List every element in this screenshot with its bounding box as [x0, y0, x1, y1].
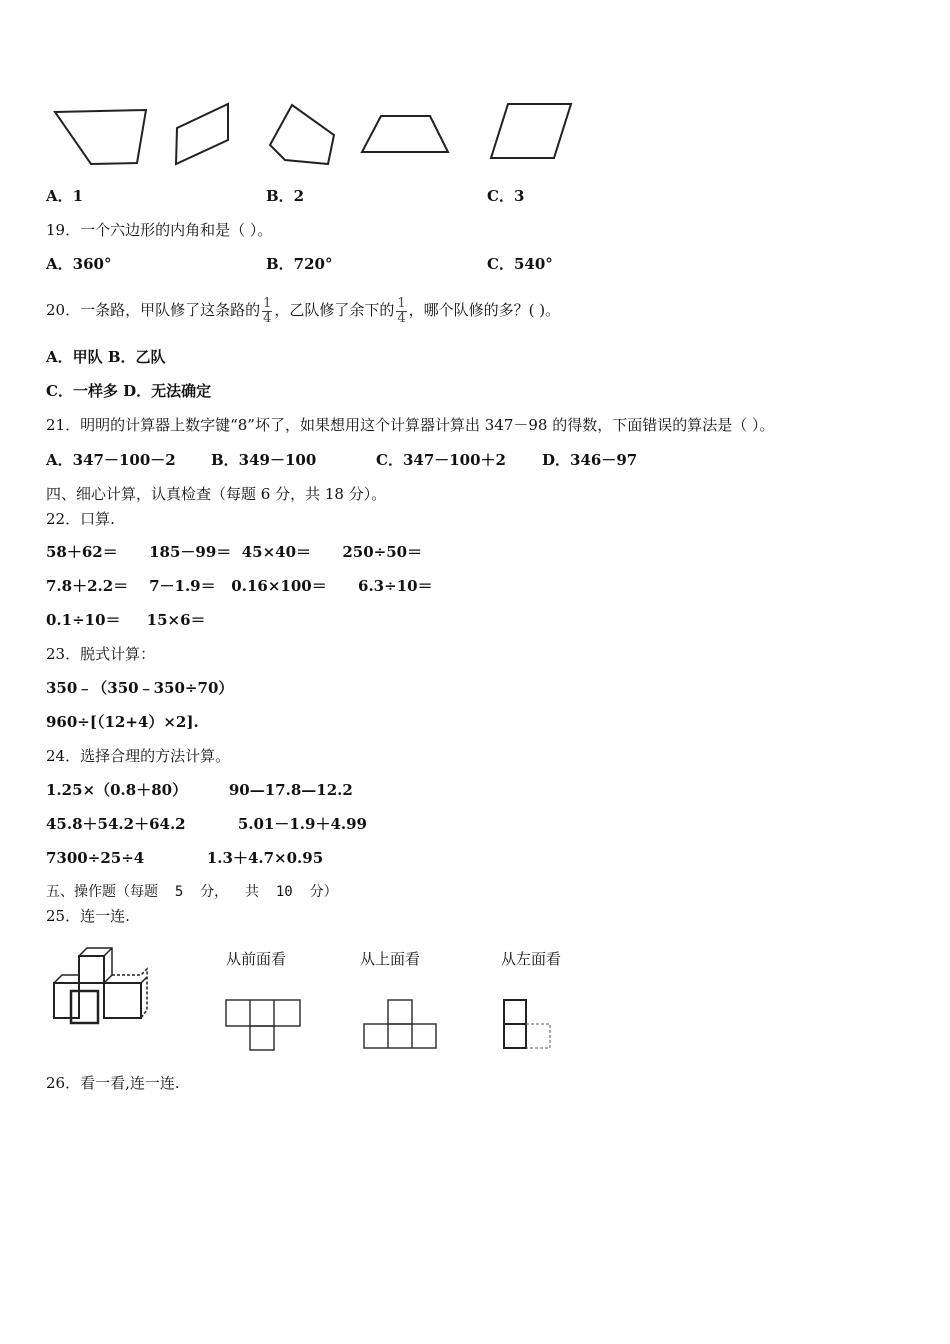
q18-option-c[interactable]: C．3: [487, 187, 525, 205]
q23-row1: 350﹣（350﹣350÷70）: [46, 679, 234, 697]
q20-text-mid: ，乙队修了余下的: [274, 301, 395, 319]
q21-option-a[interactable]: A．347－100－2: [46, 451, 176, 469]
q19-option-b[interactable]: B．720°: [266, 255, 333, 273]
trapezoid-shape-2: [362, 116, 448, 152]
q24-title: 24．选择合理的方法计算。: [46, 747, 231, 765]
q21-text: 21．明明的计算器上数字键“8”坏了，如果想用这个计算器计算出 347－98 的得数，下面错误的算法是（ ）。: [46, 416, 775, 434]
q23-row2: 960÷[（12+4）×2].: [46, 713, 199, 731]
section4-heading: 四、细心计算，认真检查（每题 6 分，共 18 分）。: [46, 485, 387, 503]
pentagon-shape: [270, 105, 334, 164]
top-view-drawing[interactable]: [362, 998, 442, 1058]
q22-title: 22．口算.: [46, 510, 115, 528]
q24-row3: 7300÷25÷4 1.3＋4.7×0.95: [46, 849, 324, 867]
q25-title: 25．连一连.: [46, 907, 130, 925]
q26-title: 26．看一看,连一连.: [46, 1074, 180, 1092]
q20-fraction-1: $\frac{1}{4}$: [263, 295, 272, 326]
front-view-drawing[interactable]: [224, 998, 304, 1058]
q24-row1: 1.25×（0.8＋80） 90—17.8—12.2: [46, 781, 353, 799]
q22-row2: 7.8＋2.2＝ 7－1.9＝ 0.16×100＝ 6.3÷10＝: [46, 577, 433, 595]
view-label-front: 从前面看: [226, 950, 287, 968]
trapezoid-shape-1: [55, 110, 146, 164]
q20-text-after: ，哪个队修的多？( )。: [408, 301, 561, 319]
q21-option-d[interactable]: D．346－97: [542, 451, 638, 469]
q19-text: 19．一个六边形的内角和是（ ）。: [46, 221, 273, 239]
q24-row2: 45.8＋54.2＋64.2 5.01－1.9＋4.99: [46, 815, 367, 833]
left-view-drawing[interactable]: [502, 998, 562, 1058]
q20-text-before: 20．一条路，甲队修了这条路的: [46, 301, 261, 319]
q19-option-c[interactable]: C．540°: [487, 255, 553, 273]
quadrilateral-shapes: [0, 0, 950, 180]
q19-option-a[interactable]: A．360°: [46, 255, 112, 273]
q18-option-b[interactable]: B．2: [266, 187, 305, 205]
cube-stack-figure: [46, 940, 166, 1030]
q20-options-line1[interactable]: A．甲队 B．乙队: [46, 348, 166, 366]
q20-options-line2[interactable]: C．一样多 D．无法确定: [46, 382, 212, 400]
q20-fraction-2: $\frac{1}{4}$: [397, 295, 406, 326]
view-label-left: 从左面看: [501, 950, 562, 968]
parallelogram-shape-1: [176, 104, 228, 164]
q20-text: [46, 292, 560, 328]
section5-heading: 五、操作题（每题 5 分， 共 10 分）: [46, 884, 338, 900]
q21-option-b[interactable]: B．349－100: [211, 451, 317, 469]
q23-title: 23．脱式计算：: [46, 645, 156, 663]
view-label-top: 从上面看: [360, 950, 421, 968]
q21-option-c[interactable]: C．347－100＋2: [376, 451, 506, 469]
q22-row1: 58＋62＝ 185－99＝ 45×40＝ 250÷50＝: [46, 543, 423, 561]
parallelogram-shape-2: [491, 104, 571, 158]
q22-row3: 0.1÷10＝ 15×6＝: [46, 611, 206, 629]
q18-option-a[interactable]: A．1: [46, 187, 84, 205]
